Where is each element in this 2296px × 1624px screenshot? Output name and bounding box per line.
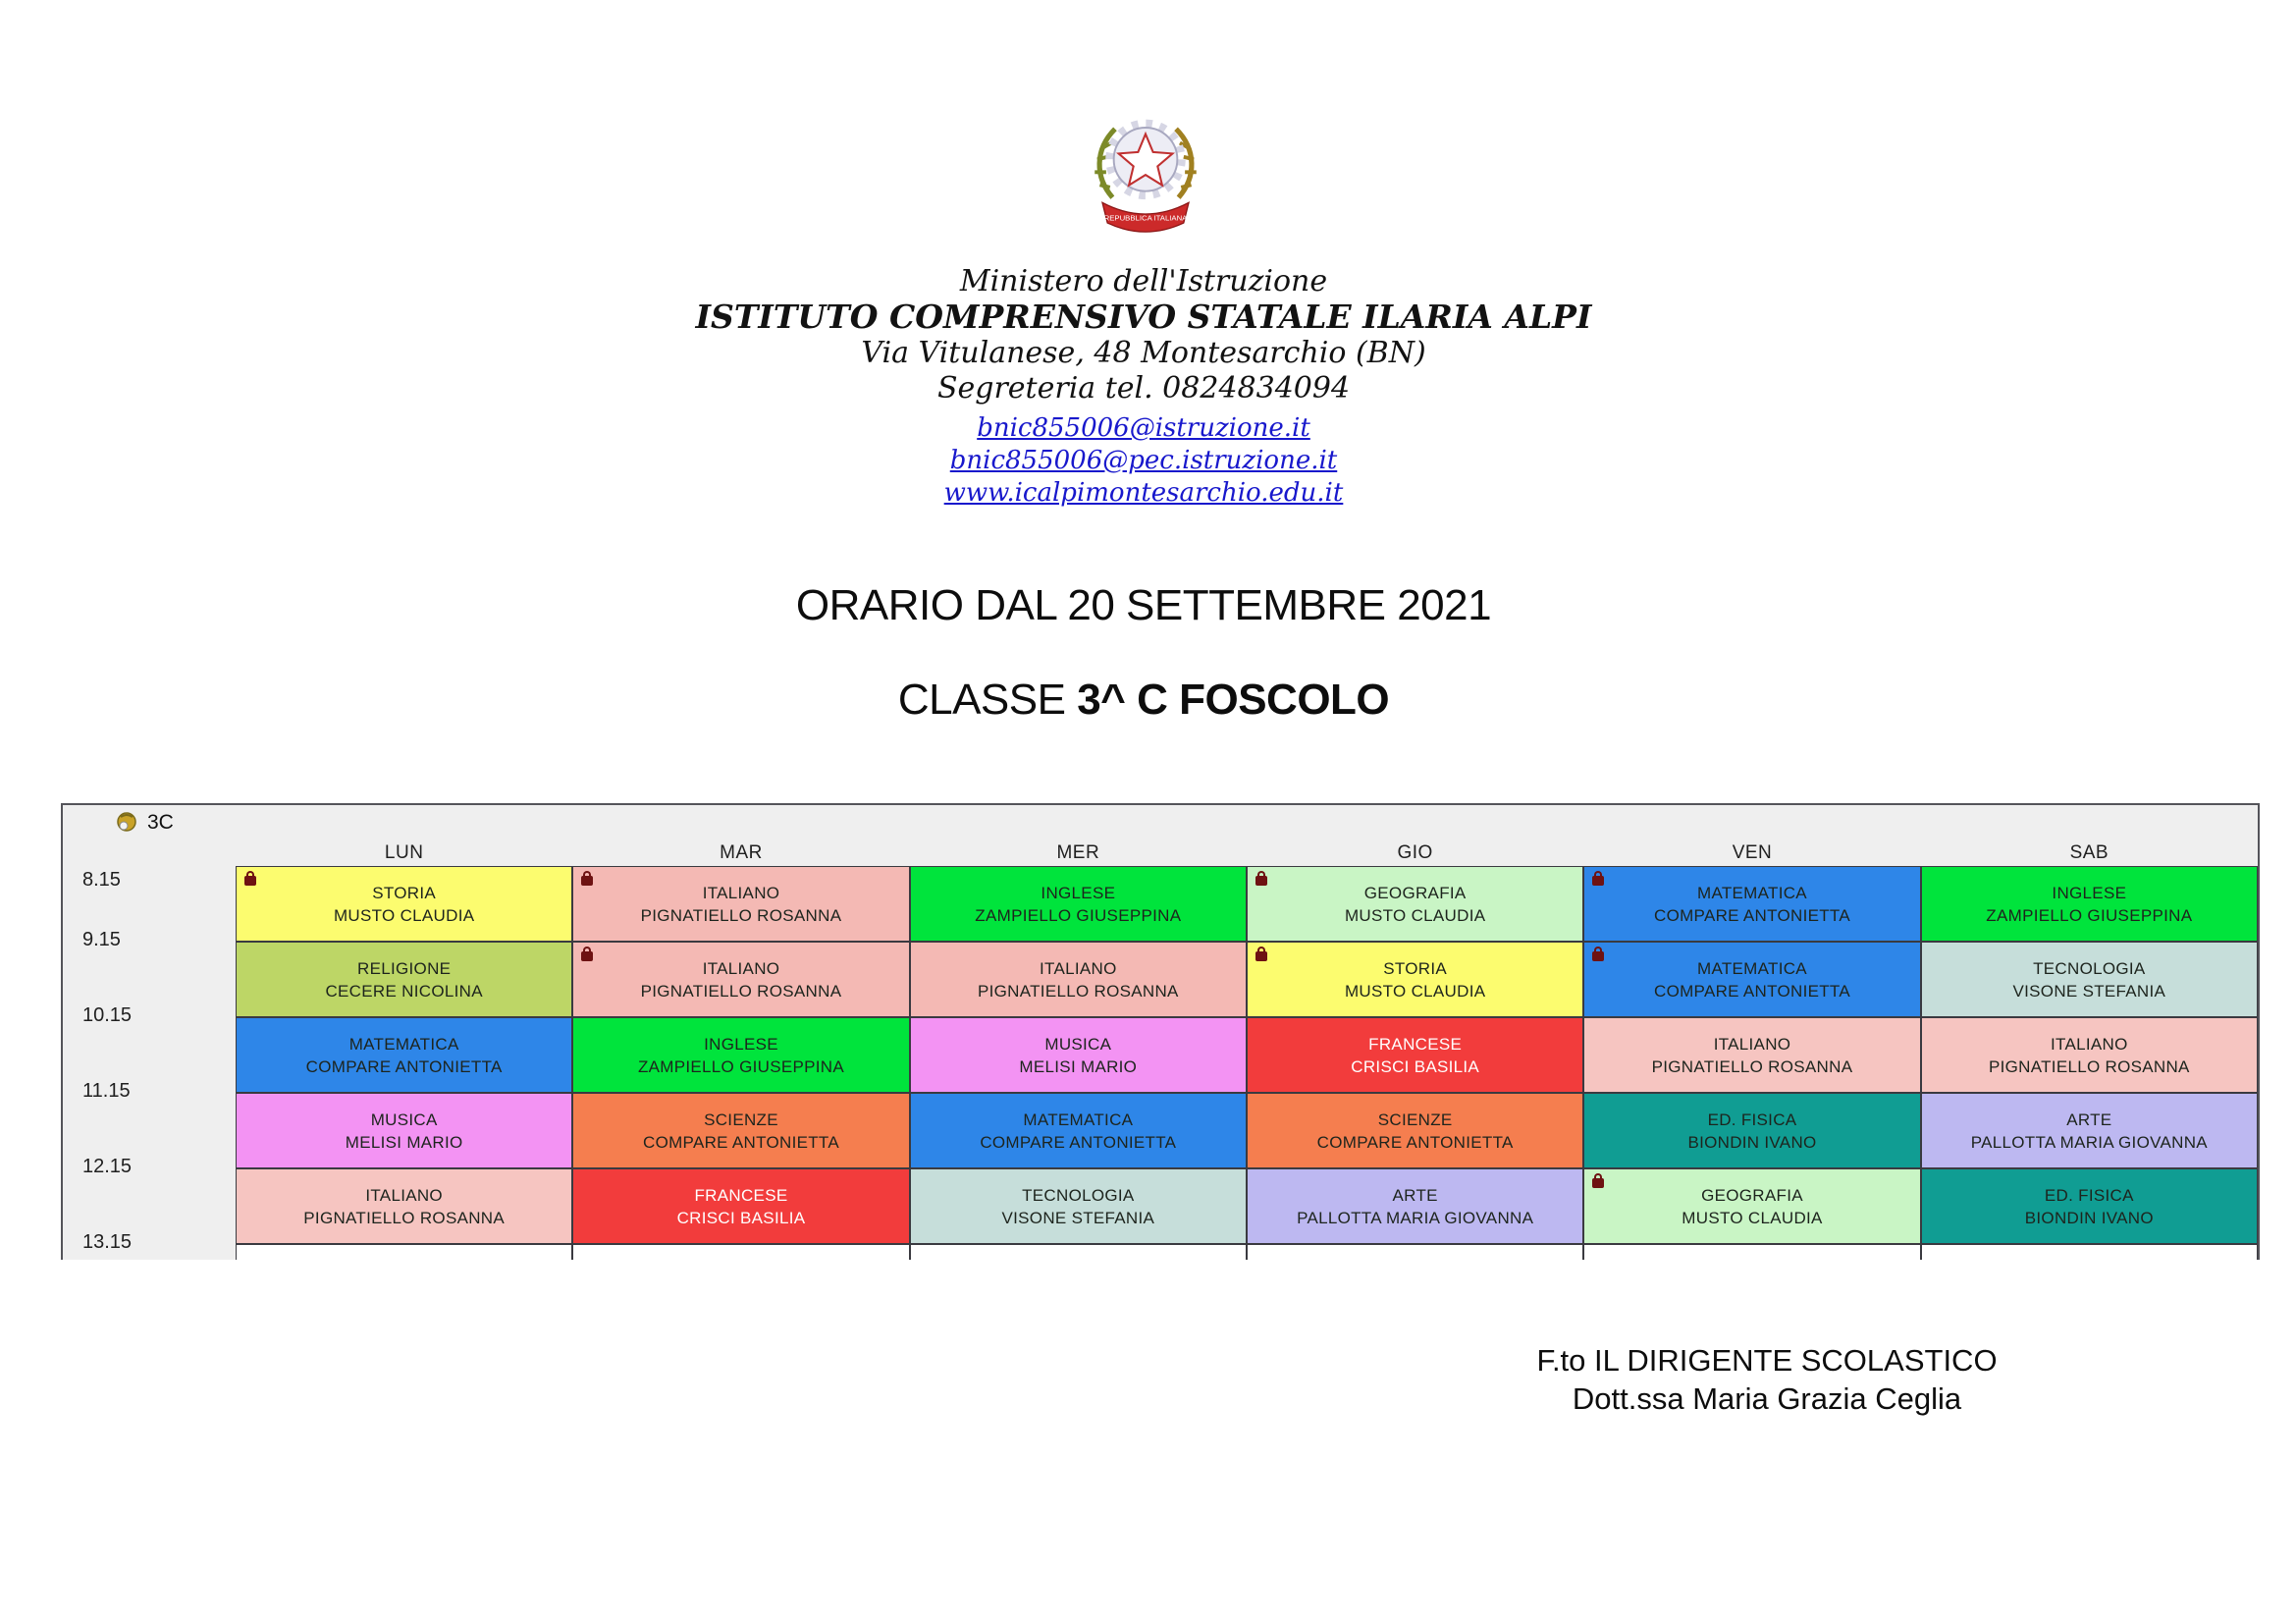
subject-label: GEOGRAFIA [1363, 883, 1467, 902]
timetable-window [61, 803, 2260, 1260]
time-label: 8.15 [82, 869, 121, 891]
subject-label: INGLESE [2052, 883, 2127, 902]
lesson-cell-sab-1215 [1921, 1168, 2258, 1244]
subject-label: ED. FISICA [2044, 1185, 2134, 1205]
lesson-cell-lun-1015 [236, 1017, 572, 1093]
ribbon-text: REPUBBLICA ITALIANA [1103, 213, 1188, 223]
lesson-cell-sab-815 [1921, 866, 2258, 942]
day-header-mar: MAR [720, 842, 763, 863]
timetable-partial-row [63, 1244, 2258, 1260]
teacher-label: MUSTO CLAUDIA [1344, 905, 1486, 925]
teacher-label: PALLOTTA MARIA GIOVANNA [1970, 1132, 2208, 1152]
class-title [0, 676, 2287, 725]
empty-cell [1247, 1244, 1583, 1260]
teacher-label: MUSTO CLAUDIA [1344, 981, 1486, 1001]
time-label: 13.15 [82, 1231, 133, 1253]
timetable-class-label: 3C [147, 811, 174, 834]
day-header-sab: SAB [2069, 842, 2109, 863]
ministry-line: Ministero dell'Istruzione [959, 264, 1328, 298]
teacher-label: PIGNATIELLO ROSANNA [1988, 1056, 2190, 1076]
subject-label: SCIENZE [1377, 1110, 1453, 1129]
subject-label: ITALIANO [1040, 958, 1117, 978]
lock-icon [1255, 876, 1267, 886]
subject-label: FRANCESE [1368, 1034, 1463, 1054]
subject-label: ARTE [2066, 1110, 2112, 1129]
teacher-label: COMPARE ANTONIETTA [305, 1056, 503, 1076]
teacher-label: CECERE NICOLINA [325, 981, 483, 1001]
lesson-cell-mar-1215 [572, 1168, 909, 1244]
timetable-grid [63, 866, 2258, 1244]
lesson-cell-sab-915 [1921, 942, 2258, 1017]
contact-links [0, 412, 2287, 510]
teacher-label: CRISCI BASILIA [676, 1208, 806, 1227]
institute-name: ISTITUTO COMPRENSIVO STATALE ILARIA ALPI [695, 298, 1592, 336]
teacher-label: COMPARE ANTONIETTA [1654, 905, 1850, 925]
lesson-cell-gio-915 [1247, 942, 1583, 1017]
teacher-label: COMPARE ANTONIETTA [1654, 981, 1850, 1001]
teacher-label: COMPARE ANTONIETTA [643, 1132, 839, 1152]
subject-label: TECNOLOGIA [1022, 1185, 1135, 1205]
lesson-cell-mar-815 [572, 866, 909, 942]
teacher-label: MELISI MARIO [345, 1132, 463, 1152]
lesson-cell-mer-1015 [910, 1017, 1247, 1093]
lesson-cell-gio-1015 [1247, 1017, 1583, 1093]
lock-icon [1592, 1178, 1604, 1188]
teacher-label: MUSTO CLAUDIA [333, 905, 475, 925]
teacher-label: PIGNATIELLO ROSANNA [640, 905, 842, 925]
subject-label: ITALIANO [702, 958, 780, 978]
subject-label: MUSICA [1044, 1034, 1112, 1054]
class-title-name: 3^ C FOSCOLO [1077, 676, 1390, 724]
lesson-cell-sab-1015 [1921, 1017, 2258, 1093]
lesson-cell-mer-1115 [910, 1093, 1247, 1168]
teacher-label: CRISCI BASILIA [1351, 1056, 1480, 1076]
teacher-label: VISONE STEFANIA [2012, 981, 2166, 1001]
lesson-cell-ven-1115 [1583, 1093, 1920, 1168]
time-label: 9.15 [82, 929, 121, 950]
subject-label: ITALIANO [365, 1185, 443, 1205]
lesson-cell-mar-1115 [572, 1093, 909, 1168]
ribbon-banner [1102, 202, 1189, 232]
time-label: 11.15 [82, 1080, 131, 1102]
lesson-cell-gio-815 [1247, 866, 1583, 942]
teacher-label: BIONDIN IVANO [2024, 1208, 2154, 1227]
subject-label: FRANCESE [694, 1185, 788, 1205]
subject-label: MUSICA [370, 1110, 438, 1129]
day-header-lun: LUN [384, 842, 424, 863]
teacher-label: ZAMPIELLO GIUSEPPINA [637, 1056, 845, 1076]
day-header-gio: GIO [1397, 842, 1433, 863]
italian-republic-emblem [1082, 106, 1209, 236]
lock-icon [1255, 951, 1267, 961]
lesson-cell-ven-815 [1583, 866, 1920, 942]
address-line: Via Vitulanese, 48 Montesarchio (BN) [861, 336, 1426, 370]
teacher-label: PALLOTTA MARIA GIOVANNA [1297, 1208, 1534, 1227]
lesson-cell-mer-915 [910, 942, 1247, 1017]
subject-label: SCIENZE [704, 1110, 778, 1129]
subject-label: RELIGIONE [357, 958, 452, 978]
time-label: 10.15 [82, 1004, 133, 1026]
lesson-cell-gio-1215 [1247, 1168, 1583, 1244]
lesson-cell-mer-1215 [910, 1168, 1247, 1244]
time-label: 12.15 [82, 1156, 133, 1177]
lesson-cell-ven-1015 [1583, 1017, 1920, 1093]
subject-label: ED. FISICA [1707, 1110, 1797, 1129]
day-header-row [63, 840, 2258, 866]
lock-icon [244, 876, 256, 886]
teacher-label: PIGNATIELLO ROSANNA [640, 981, 842, 1001]
subject-label: ITALIANO [2051, 1034, 2128, 1054]
lesson-cell-sab-1115 [1921, 1093, 2258, 1168]
lesson-cell-ven-915 [1583, 942, 1920, 1017]
subject-label: MATEMATICA [1023, 1110, 1134, 1129]
subject-label: ITALIANO [1713, 1034, 1791, 1054]
subject-label: ARTE [1392, 1185, 1438, 1205]
lock-icon [581, 876, 593, 886]
schedule-title: ORARIO DAL 20 SETTEMBRE 2021 [795, 581, 1492, 629]
signature-block [1394, 1341, 2140, 1418]
lesson-cell-mar-1015 [572, 1017, 909, 1093]
lock-icon [581, 951, 593, 961]
timetable-titlebar [63, 805, 2258, 840]
email-link[interactable]: bnic855006@istruzione.it [977, 413, 1310, 443]
subject-label: STORIA [372, 883, 437, 902]
signature-name: Dott.ssa Maria Grazia Ceglia [1572, 1381, 1962, 1416]
teacher-label: ZAMPIELLO GIUSEPPINA [975, 905, 1182, 925]
teacher-label: BIONDIN IVANO [1687, 1132, 1817, 1152]
lesson-cell-lun-1215 [236, 1168, 572, 1244]
lesson-cell-lun-815 [236, 866, 572, 942]
letterhead [0, 265, 2287, 510]
empty-cell [910, 1244, 1247, 1260]
phone-line: Segreteria tel. 0824834094 [936, 371, 1351, 406]
lesson-cell-gio-1115 [1247, 1093, 1583, 1168]
teacher-label: MUSTO CLAUDIA [1682, 1208, 1823, 1227]
subject-label: MATEMATICA [1697, 883, 1807, 902]
pec-email-link[interactable]: bnic855006@pec.istruzione.it [949, 446, 1338, 475]
subject-label: STORIA [1383, 958, 1448, 978]
empty-cell [572, 1244, 909, 1260]
lesson-cell-ven-1215 [1583, 1168, 1920, 1244]
empty-cell [236, 1244, 572, 1260]
teacher-label: VISONE STEFANIA [1001, 1208, 1155, 1227]
teacher-label: PIGNATIELLO ROSANNA [977, 981, 1179, 1001]
day-header-mer: MER [1056, 842, 1100, 863]
subject-label: MATEMATICA [348, 1034, 459, 1054]
day-header-ven: VEN [1732, 842, 1773, 863]
signature-role: F.to IL DIRIGENTE SCOLASTICO [1536, 1343, 1998, 1378]
teacher-label: MELISI MARIO [1019, 1056, 1138, 1076]
lesson-cell-lun-1115 [236, 1093, 572, 1168]
empty-cell [1921, 1244, 2258, 1260]
teacher-label: ZAMPIELLO GIUSEPPINA [1986, 905, 2193, 925]
timetable-window-icon [114, 810, 139, 836]
teacher-label: COMPARE ANTONIETTA [1316, 1132, 1514, 1152]
subject-label: ITALIANO [702, 883, 780, 902]
subject-label: MATEMATICA [1697, 958, 1807, 978]
empty-cell [1583, 1244, 1920, 1260]
subject-label: INGLESE [1041, 883, 1116, 902]
website-link[interactable]: www.icalpimontesarchio.edu.it [943, 478, 1344, 508]
teacher-label: COMPARE ANTONIETTA [980, 1132, 1177, 1152]
lesson-cell-lun-915 [236, 942, 572, 1017]
subject-label: INGLESE [704, 1034, 778, 1054]
lock-icon [1592, 951, 1604, 961]
teacher-label: PIGNATIELLO ROSANNA [303, 1208, 506, 1227]
lesson-cell-mar-915 [572, 942, 909, 1017]
lock-icon [1592, 876, 1604, 886]
subject-label: TECNOLOGIA [2033, 958, 2146, 978]
class-title-prefix: CLASSE [897, 676, 1078, 724]
lesson-cell-mer-815 [910, 866, 1247, 942]
subject-label: GEOGRAFIA [1701, 1185, 1803, 1205]
teacher-label: PIGNATIELLO ROSANNA [1651, 1056, 1853, 1076]
